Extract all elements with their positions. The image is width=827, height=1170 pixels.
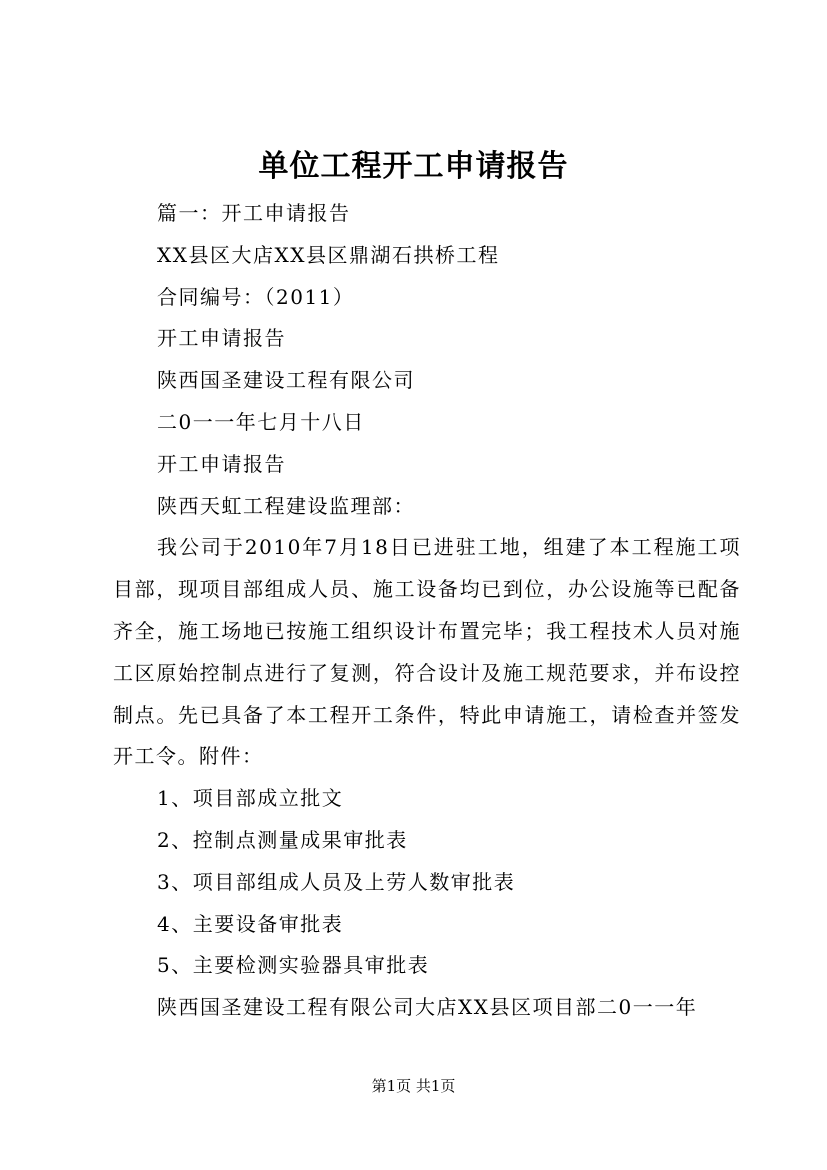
paragraph-contract-number: 合同编号：（2011） — [157, 284, 355, 309]
paragraph-section-heading: 篇一：开工申请报告 — [157, 201, 351, 225]
attachment-item-5: 5、主要检测实验器具审批表 — [157, 953, 430, 978]
paragraph-signature: 陕西国圣建设工程有限公司大店XX县区项目部二0一一年 — [157, 995, 698, 1020]
paragraph-report-title: 开工申请报告 — [157, 326, 286, 351]
paragraph-project-name: XX县区大店XX县区鼎湖石拱桥工程 — [157, 242, 500, 267]
attachment-item-1: 1、项目部成立批文 — [157, 786, 344, 811]
paragraph-company-name: 陕西国圣建设工程有限公司 — [157, 368, 415, 393]
attachment-item-4: 4、主要设备审批表 — [157, 911, 344, 936]
attachment-item-3: 3、项目部组成人员及上劳人数审批表 — [157, 869, 516, 894]
document-body — [113, 193, 741, 1029]
attachment-item-2: 2、控制点测量成果审批表 — [157, 827, 408, 852]
paragraph-addressee: 陕西天虹工程建设监理部： — [157, 493, 415, 518]
paragraph-date: 二0一一年七月十八日 — [157, 409, 365, 434]
paragraph-main-text: 我公司于2010年7月18日已进驻工地，组建了本工程施工项目部，现项目部组成人员、施工设备均已到位，办公设施等已配备齐全，施工场地已按施工组织设计布置完毕；我工程技术人员对施工区原始控制点进行了复测，符合设计及施工规范要求，并布设控制点。先已具备了本工程开工条件，特此申请施工，请检查并签发开工令。附件： — [113, 535, 741, 769]
document-title: 单位工程开工申请报告 — [258, 149, 569, 184]
page-footer: 第1页 共1页 — [371, 1077, 456, 1095]
paragraph-report-title-2: 开工申请报告 — [157, 451, 286, 476]
